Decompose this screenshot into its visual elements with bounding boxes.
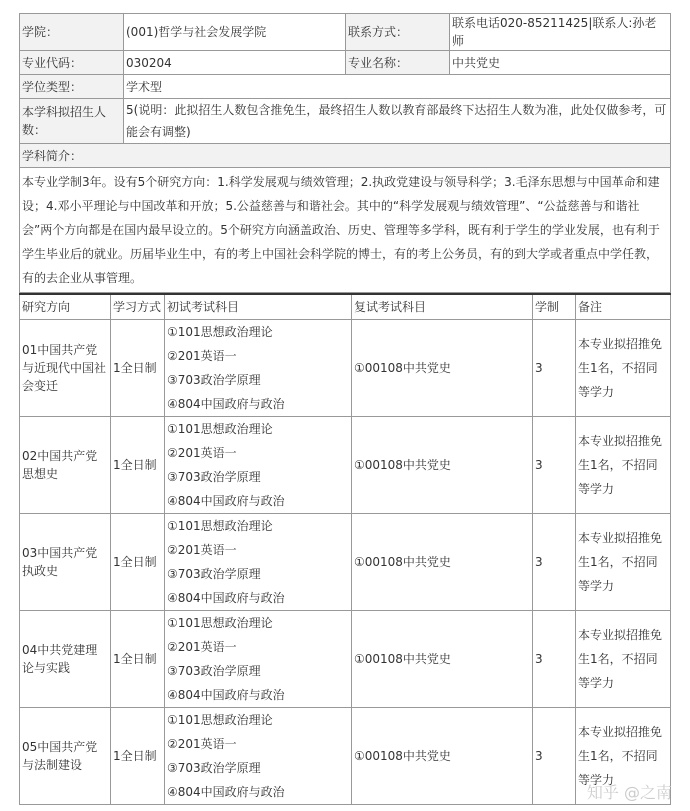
school-value: (001)哲学与社会发展学院	[124, 14, 346, 51]
initial-exam-cell	[165, 708, 352, 805]
subject-item: ④804中国政府与政治	[167, 591, 285, 605]
table-row	[20, 611, 671, 708]
subject-item: ④804中国政府与政治	[167, 397, 285, 411]
note-cell: 本专业拟招推免生1名，不招同等学力	[576, 417, 671, 514]
header-years: 学制	[533, 294, 576, 320]
header-direction: 研究方向	[20, 294, 111, 320]
subject-item: ①101思想政治理论	[167, 325, 273, 339]
header-mode: 学习方式	[111, 294, 165, 320]
table-row	[20, 417, 671, 514]
note-cell: 本专业拟招推免生1名，不招同等学力	[576, 708, 671, 805]
initial-exam-cell	[165, 611, 352, 708]
directions-table	[19, 293, 671, 805]
header-note: 备注	[576, 294, 671, 320]
quota-label: 本学科拟招生人数：	[20, 99, 124, 144]
code-label: 专业代码：	[20, 51, 124, 75]
subject-item: ③703政治学原理	[167, 761, 261, 775]
name-label: 专业名称：	[346, 51, 450, 75]
name-value: 中共党史	[450, 51, 671, 75]
intro-row	[20, 168, 671, 293]
note-cell: 本专业拟招推免生1名，不招同等学力	[576, 611, 671, 708]
retest-cell: ①00108中共党史	[352, 514, 533, 611]
initial-exam-cell	[165, 514, 352, 611]
contact-value: 联系电话020-85211425|联系人:孙老师	[450, 14, 671, 51]
table-row	[20, 708, 671, 805]
direction-cell: 03中国共产党执政史	[20, 514, 111, 611]
code-value: 030204	[124, 51, 346, 75]
header-retest-exam: 复试考试科目	[352, 294, 533, 320]
direction-cell: 02中国共产党思想史	[20, 417, 111, 514]
intro-text: 本专业学制3年。设有5个研究方向：1.科学发展观与绩效管理；2.执政党建设与领导科学；3.毛泽东思想与中国革命和建设；4.邓小平理论与中国改革和开放；5.公益慈善与和谐社会。其中的“科学发展观与绩效管理”、“公益慈善与和谐社会”两个方向都是在国内最早设立的。5个研究方向涵盖政治、历史、管理等多学科，既有利于学生的学业发展，也有利于学生毕业后的就业。历届毕业生中，有的考上中国社会科学院的博士，有的考上公务员，有的到大学或者重点中学任教，有的去企业从事管理。	[20, 168, 671, 293]
table-row	[20, 320, 671, 417]
degree-label: 学位类型：	[20, 75, 124, 99]
table-row	[20, 514, 671, 611]
watermark: 知乎 @之南	[586, 783, 672, 802]
direction-cell: 05中国共产党与法制建设	[20, 708, 111, 805]
subject-item: ①101思想政治理论	[167, 422, 273, 436]
direction-cell: 01中国共产党与近现代中国社会变迁	[20, 320, 111, 417]
years-cell: 3	[533, 417, 576, 514]
years-cell: 3	[533, 611, 576, 708]
retest-cell: ①00108中共党史	[352, 708, 533, 805]
info-table	[19, 13, 671, 293]
header-initial-exam: 初试考试科目	[165, 294, 352, 320]
subject-item: ②201英语一	[167, 737, 237, 751]
subject-item: ①101思想政治理论	[167, 713, 273, 727]
years-cell: 3	[533, 708, 576, 805]
retest-cell: ①00108中共党史	[352, 320, 533, 417]
school-row	[20, 14, 671, 51]
quota-value: 5(说明：此拟招生人数包含推免生，最终招生人数以教育部最终下达招生人数为准，此处仅做参考，可能会有调整)	[124, 99, 671, 144]
retest-cell: ①00108中共党史	[352, 417, 533, 514]
subject-item: ④804中国政府与政治	[167, 688, 285, 702]
retest-cell: ①00108中共党史	[352, 611, 533, 708]
subject-item: ②201英语一	[167, 640, 237, 654]
code-row	[20, 51, 671, 75]
mode-cell: 1全日制	[111, 514, 165, 611]
contact-label: 联系方式：	[346, 14, 450, 51]
years-cell: 3	[533, 320, 576, 417]
program-info	[19, 13, 670, 805]
subject-item: ②201英语一	[167, 446, 237, 460]
mode-cell: 1全日制	[111, 417, 165, 514]
degree-value: 学术型	[124, 75, 671, 99]
note-cell: 本专业拟招推免生1名，不招同等学力	[576, 320, 671, 417]
intro-label: 学科简介：	[20, 144, 671, 168]
subject-item: ③703政治学原理	[167, 470, 261, 484]
table-header	[20, 294, 671, 320]
mode-cell: 1全日制	[111, 611, 165, 708]
subject-item: ①101思想政治理论	[167, 519, 273, 533]
subject-item: ③703政治学原理	[167, 567, 261, 581]
subject-item: ③703政治学原理	[167, 664, 261, 678]
initial-exam-cell	[165, 417, 352, 514]
note-cell: 本专业拟招推免生1名，不招同等学力	[576, 514, 671, 611]
school-label: 学院：	[20, 14, 124, 51]
mode-cell: 1全日制	[111, 320, 165, 417]
subject-item: ②201英语一	[167, 349, 237, 363]
subject-item: ②201英语一	[167, 543, 237, 557]
subject-item: ④804中国政府与政治	[167, 494, 285, 508]
subject-item: ④804中国政府与政治	[167, 785, 285, 799]
quota-row	[20, 99, 671, 144]
subject-item: ①101思想政治理论	[167, 616, 273, 630]
degree-row	[20, 75, 671, 99]
direction-cell: 04中共党建理论与实践	[20, 611, 111, 708]
mode-cell: 1全日制	[111, 708, 165, 805]
initial-exam-cell	[165, 320, 352, 417]
years-cell: 3	[533, 514, 576, 611]
subject-item: ③703政治学原理	[167, 373, 261, 387]
intro-label-row	[20, 144, 671, 168]
